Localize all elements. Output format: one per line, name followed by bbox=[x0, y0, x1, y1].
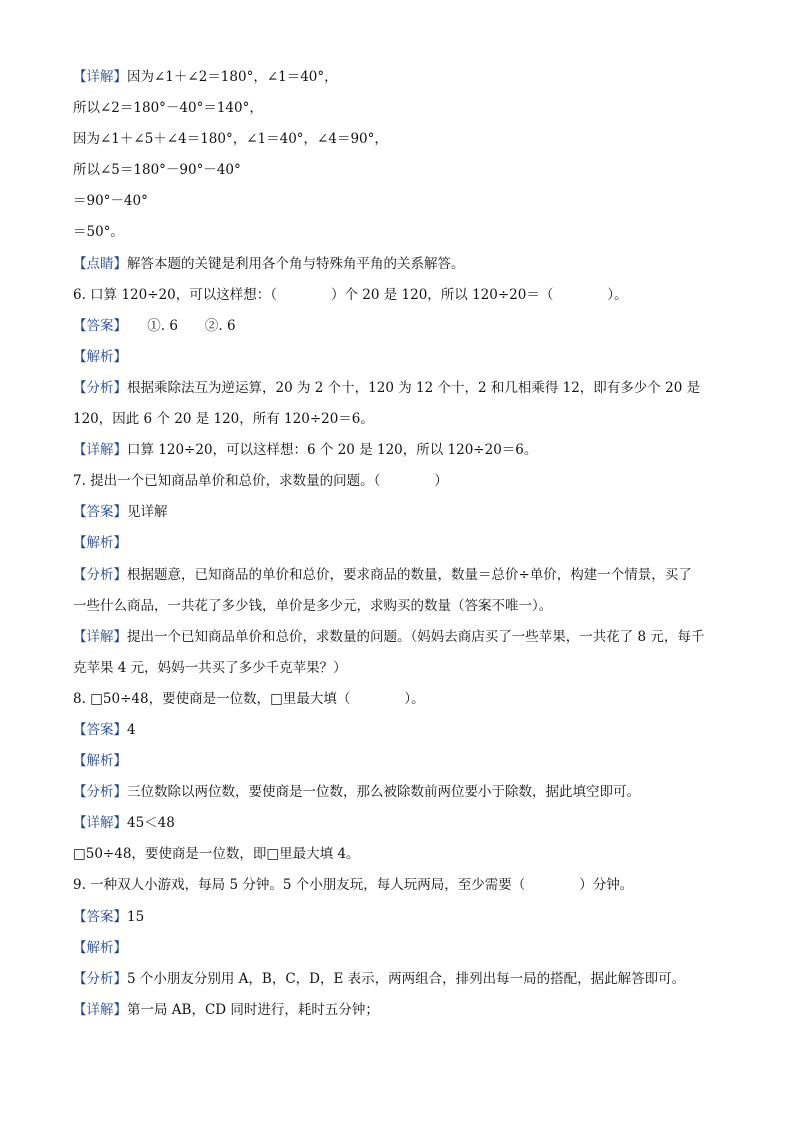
line-text: 一些什么商品，一共花了多少钱，单价是多少元，求购买的数量（答案不唯一）。 bbox=[73, 597, 553, 614]
line-text: 解答本题的关键是利用各个角与特殊角平角的关系解答。 bbox=[127, 255, 465, 272]
line-text: 15 bbox=[127, 908, 145, 925]
text-line bbox=[73, 964, 723, 995]
line-text: ①. 6 ②. 6 bbox=[120, 317, 236, 334]
section-tag: 【分析】 bbox=[73, 566, 127, 583]
line-text: □50÷48，要使商是一位数，即□里最大填 4。 bbox=[73, 846, 360, 863]
section-tag: 【答案】 bbox=[73, 908, 127, 925]
line-text: 三位数除以两位数，要使商是一位数，那么被除数前两位要小于除数，据此填空即可。 bbox=[127, 784, 640, 801]
line-text: ＝50°。 bbox=[73, 224, 124, 241]
section-tag: 【分析】 bbox=[73, 970, 127, 987]
line-text: 见详解 bbox=[127, 504, 168, 521]
line-text: 克苹果 4 元，妈妈一共买了多少千克苹果？） bbox=[73, 659, 347, 676]
line-text: 根据题意，已知商品的单价和总价，要求商品的数量，数量＝总价÷单价，构建一个情景，买了 bbox=[127, 566, 692, 583]
text-line bbox=[73, 933, 723, 964]
line-text: 所以∠5＝180°－90°－40° bbox=[73, 162, 241, 179]
section-tag: 【解析】 bbox=[73, 348, 127, 365]
section-tag: 【答案】 bbox=[73, 721, 127, 738]
answer-line bbox=[73, 311, 723, 342]
line-text: 8. □50÷48，要使商是一位数，□里最大填（ ）。 bbox=[73, 690, 425, 707]
section-tag: 【解析】 bbox=[73, 535, 127, 552]
document-page bbox=[73, 62, 723, 1026]
question-line bbox=[73, 466, 723, 497]
text-line bbox=[73, 404, 723, 435]
text-line bbox=[73, 249, 723, 280]
section-tag: 【分析】 bbox=[73, 784, 127, 801]
answer-line bbox=[73, 715, 723, 746]
question-line bbox=[73, 280, 723, 311]
text-line bbox=[73, 560, 723, 591]
section-tag: 【解析】 bbox=[73, 939, 127, 956]
line-text: 120，因此 6 个 20 是 120，所有 120÷20＝6。 bbox=[73, 411, 374, 428]
line-text: 4 bbox=[127, 721, 136, 738]
question-line bbox=[73, 870, 723, 901]
text-line bbox=[73, 528, 723, 559]
line-text: 因为∠1＋∠5＋∠4＝180°，∠1＝40°，∠4＝90°， bbox=[73, 131, 388, 148]
line-text: 5 个小朋友分别用 A，B，C，D，E 表示，两两组合，排列出每一局的搭配，据此解答即可。 bbox=[127, 970, 686, 987]
line-text: 45＜48 bbox=[127, 815, 175, 832]
line-text: 根据乘除法互为逆运算，20 为 2 个十，120 为 12 个十，2 和几相乘得 12，即有多少个 20 是 bbox=[127, 379, 701, 396]
text-line bbox=[73, 342, 723, 373]
section-tag: 【详解】 bbox=[73, 69, 127, 85]
answer-line bbox=[73, 497, 723, 528]
answer-line bbox=[73, 902, 723, 933]
text-line bbox=[73, 622, 723, 653]
section-tag: 【详解】 bbox=[73, 628, 127, 645]
text-line bbox=[73, 808, 723, 839]
text-line bbox=[73, 591, 723, 622]
section-tag: 【分析】 bbox=[73, 379, 127, 396]
text-line bbox=[73, 62, 723, 93]
text-line bbox=[73, 839, 723, 870]
text-line bbox=[73, 155, 723, 186]
section-tag: 【解析】 bbox=[73, 753, 127, 770]
text-line bbox=[73, 124, 723, 155]
text-line bbox=[73, 217, 723, 248]
line-text: 9. 一种双人小游戏，每局 5 分钟。5 个小朋友玩，每人玩两局，至少需要（ ）分钟。 bbox=[73, 877, 634, 894]
section-tag: 【详解】 bbox=[73, 442, 127, 459]
line-text: 6. 口算 120÷20，可以这样想：（ ）个 20 是 120，所以 120÷20＝（ ）。 bbox=[73, 286, 628, 303]
line-text: 因为∠1＋∠2＝180°，∠1＝40°， bbox=[127, 69, 338, 85]
text-line bbox=[73, 186, 723, 217]
text-line bbox=[73, 653, 723, 684]
line-text: 所以∠2＝180°－40°＝140°， bbox=[73, 100, 263, 117]
line-text: 7. 提出一个已知商品单价和总价，求数量的问题。（ ） bbox=[73, 473, 448, 490]
section-tag: 【详解】 bbox=[73, 1001, 127, 1018]
text-line bbox=[73, 995, 723, 1026]
question-line bbox=[73, 684, 723, 715]
section-tag: 【点睛】 bbox=[73, 255, 127, 272]
text-line bbox=[73, 435, 723, 466]
text-line bbox=[73, 746, 723, 777]
section-tag: 【答案】 bbox=[73, 504, 127, 521]
line-text: 提出一个已知商品单价和总价，求数量的问题。（妈妈去商店买了一些苹果，一共花了 8 元，每千 bbox=[127, 628, 705, 645]
line-text: 口算 120÷20，可以这样想：6 个 20 是 120，所以 120÷20＝6。 bbox=[127, 442, 538, 459]
text-line bbox=[73, 777, 723, 808]
text-line bbox=[73, 93, 723, 124]
section-tag: 【详解】 bbox=[73, 815, 127, 832]
line-text: ＝90°－40° bbox=[73, 193, 148, 210]
section-tag: 【答案】 bbox=[73, 317, 121, 334]
text-line bbox=[73, 373, 723, 404]
line-text: 第一局 AB，CD 同时进行，耗时五分钟； bbox=[127, 1001, 379, 1018]
